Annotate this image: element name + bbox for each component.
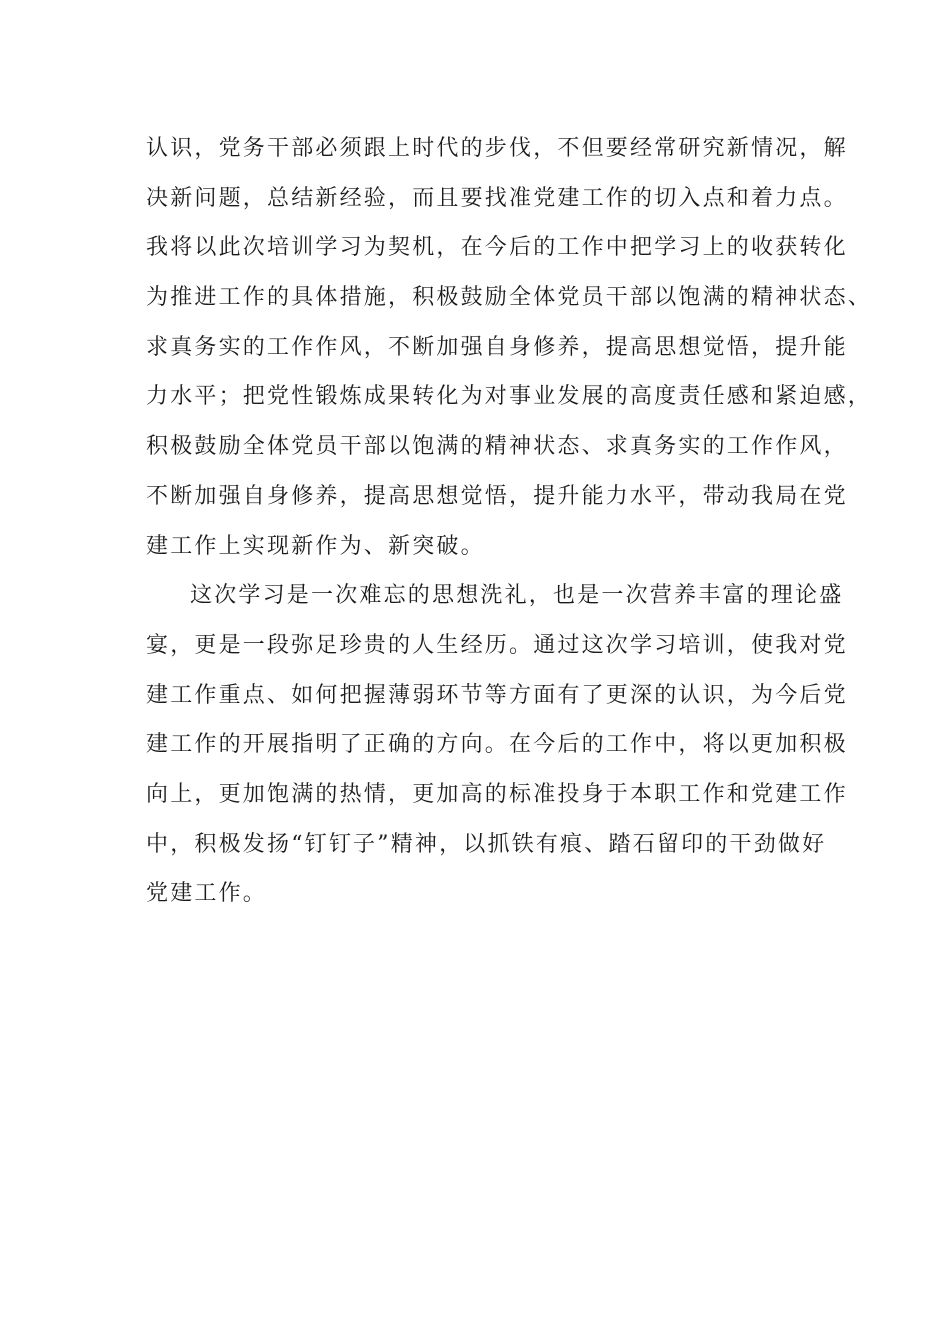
text-line: 建工作上实现新作为、新突破。 [146, 533, 485, 559]
text-line: 向上，更加饱满的热情，更加高的标准投身于本职工作和党建工作 [146, 781, 848, 807]
text-line: 宴，更是一段弥足珍贵的人生经历。通过这次学习培训，使我对党 [146, 632, 848, 658]
text-line: 这次学习是一次难忘的思想洗礼，也是一次营养丰富的理论盛 [190, 583, 844, 609]
text-line: 为推进工作的具体措施，积极鼓励全体党员干部以饱满的精神状态、 [146, 285, 873, 311]
paragraph-conclusion [146, 571, 848, 919]
text-line: 我将以此次培训学习为契机，在今后的工作中把学习上的收获转化 [146, 235, 848, 261]
text-line: 认识，党务干部必须跟上时代的步伐，不但要经常研究新情况，解 [146, 136, 848, 161]
text-line: 决新问题，总结新经验，而且要找准党建工作的切入点和着力点。 [146, 185, 848, 211]
document-body [146, 124, 873, 919]
text-line: 力水平；把党性锻炼成果转化为对事业发展的高度责任感和紧迫感， [146, 384, 873, 410]
text-line: 积极鼓励全体党员干部以饱满的精神状态、求真务实的工作作风， [146, 434, 848, 460]
text-line: 不断加强自身修养，提高思想觉悟，提升能力水平，带动我局在党 [146, 483, 848, 509]
text-line: 建工作重点、如何把握薄弱环节等方面有了更深的认识，为今后党 [146, 682, 848, 708]
text-line: 党建工作。 [146, 881, 268, 907]
text-line: 求真务实的工作作风，不断加强自身修养，提高思想觉悟，提升能 [146, 334, 848, 360]
text-line: 中，积极发扬“钉钉子”精神，以抓铁有痕、踏石留印的干劲做好 [146, 831, 827, 857]
paragraph-continued [146, 124, 873, 571]
text-line: 建工作的开展指明了正确的方向。在今后的工作中，将以更加积极 [146, 732, 848, 758]
